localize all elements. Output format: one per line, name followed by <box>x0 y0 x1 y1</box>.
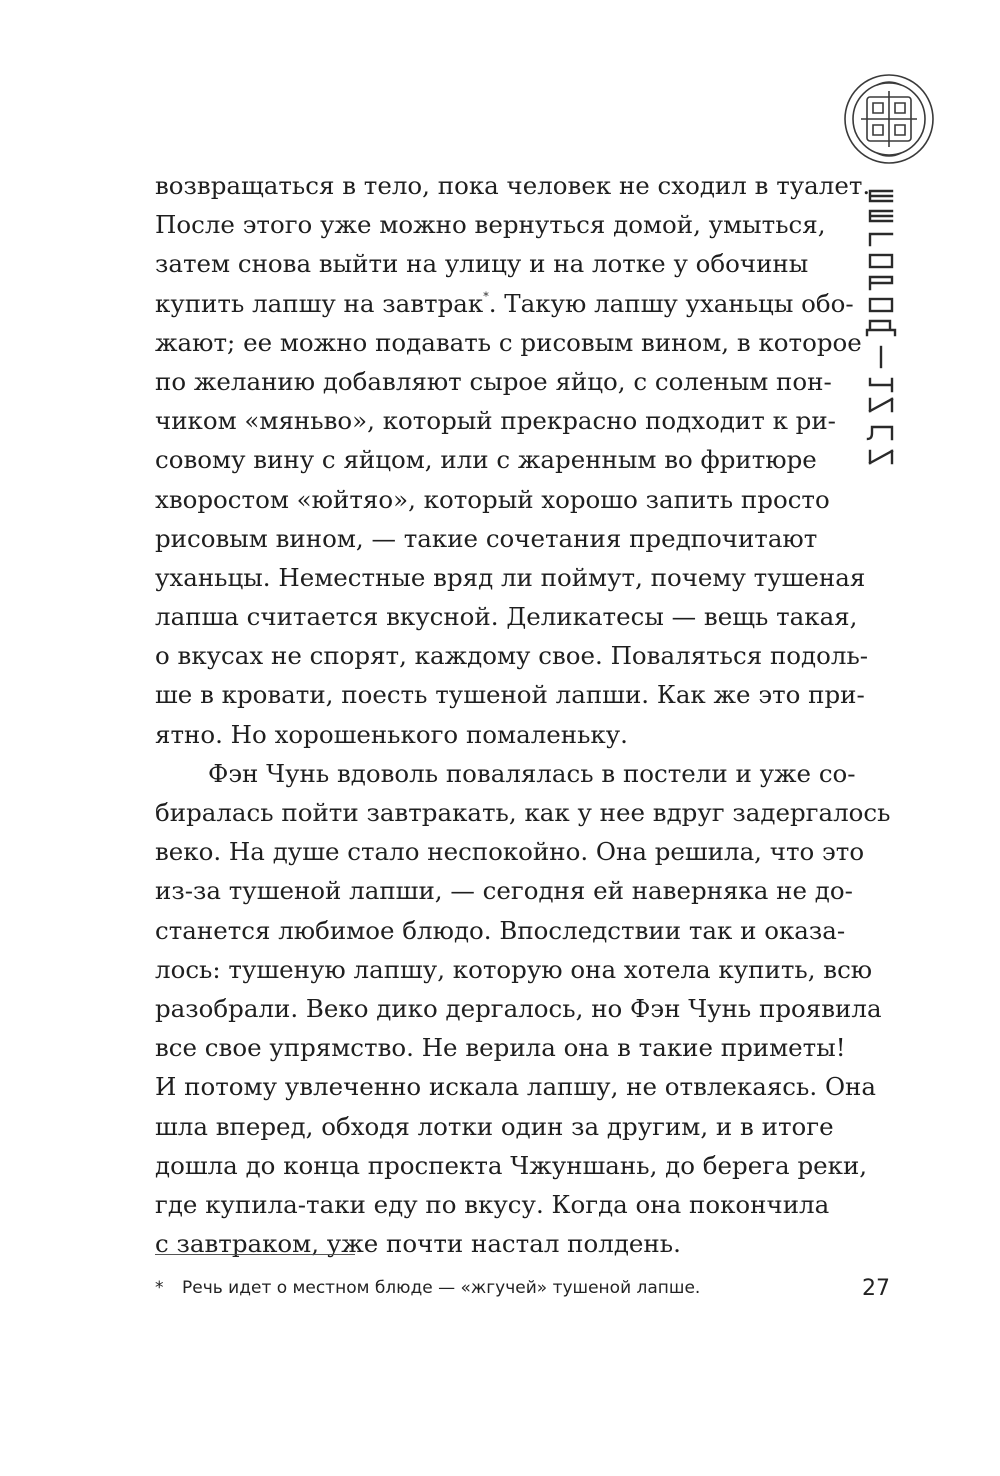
footnote-marker: * <box>155 1278 164 1298</box>
body-text <box>155 166 891 1263</box>
text-line: где купила-таки еду по вкусу. Когда она покончила <box>155 1189 830 1219</box>
text-line: жают; ее можно подавать с рисовым вином, в которое <box>155 327 862 357</box>
text-line: биралась пойти завтракать, как у нее вдруг задергалось <box>155 798 891 827</box>
text-line <box>155 284 854 323</box>
text-line: совому вину с яйцом, или с жаренным во фритюре <box>155 445 817 475</box>
footnote-reference[interactable]: * <box>483 290 489 304</box>
text-line: по желанию добавляют сырое яйцо, с соленым пон- <box>155 366 832 396</box>
text-line: шла вперед, обходя лотки один за другим, и в итоге <box>155 1111 834 1141</box>
text-line: После этого уже можно вернуться домой, умыться, <box>155 210 826 240</box>
text-line: И потому увлеченно искала лапшу, не отвлекаясь. Она <box>155 1072 876 1102</box>
footnote-text: Речь идет о местном блюде — «жгучей» тушеной лапше. <box>182 1278 701 1298</box>
text-line: хворостом «юйтяо», который хорошо запить просто <box>155 484 830 514</box>
text-fragment: купить лапшу на завтрак <box>155 288 484 318</box>
footnote-divider <box>155 1254 355 1255</box>
text-line: из-за тушеной лапши, — сегодня ей наверняка не до- <box>155 876 853 906</box>
text-line: лось: тушеную лапшу, которую она хотела купить, всю <box>155 954 873 984</box>
running-head-glyphs <box>862 189 902 489</box>
text-line: ше в кровати, поесть тушеной лапши. Как же это при- <box>155 680 865 710</box>
text-line: рисовым вином, — такие сочетания предпочитают <box>155 523 818 553</box>
text-line: уханьцы. Неместные вряд ли поймут, почему тушеная <box>155 562 866 592</box>
footnote <box>155 1278 700 1298</box>
text-line: веко. На душе стало неспокойно. Она решила, что это <box>155 837 865 867</box>
page-number: 27 <box>862 1276 890 1301</box>
running-head <box>862 189 902 489</box>
text-fragment: . Такую лапшу уханьцы обо- <box>488 288 854 318</box>
text-line: чиком «мяньво», который прекрасно подходит к ри- <box>155 406 836 436</box>
text-line: с завтраком, уже почти настал полдень. <box>155 1229 681 1259</box>
text-line: лапша считается вкусной. Деликатесы — вещь такая, <box>155 602 858 632</box>
chinese-knot-emblem-icon <box>843 73 935 165</box>
text-line: затем снова выйти на улицу и на лотке у обочины <box>155 249 809 279</box>
text-line: дошла до конца проспекта Чжуншань, до берега реки, <box>155 1150 868 1180</box>
text-line: возвращаться в тело, пока человек не сходил в туалет. <box>155 171 871 200</box>
text-line: Фэн Чунь вдоволь повалялась в постели и уже со- <box>208 758 856 788</box>
text-line: разобрали. Веко дико дергалось, но Фэн Чунь проявила <box>155 993 882 1023</box>
text-line: все свое упрямство. Не верила она в такие приметы! <box>155 1033 846 1063</box>
text-line: станется любимое блюдо. Впоследствии так и оказа- <box>155 915 846 945</box>
text-line: ятно. Но хорошенького помаленьку. <box>155 719 628 749</box>
text-line: о вкусах не спорят, каждому свое. Поваляться подоль- <box>155 641 869 671</box>
